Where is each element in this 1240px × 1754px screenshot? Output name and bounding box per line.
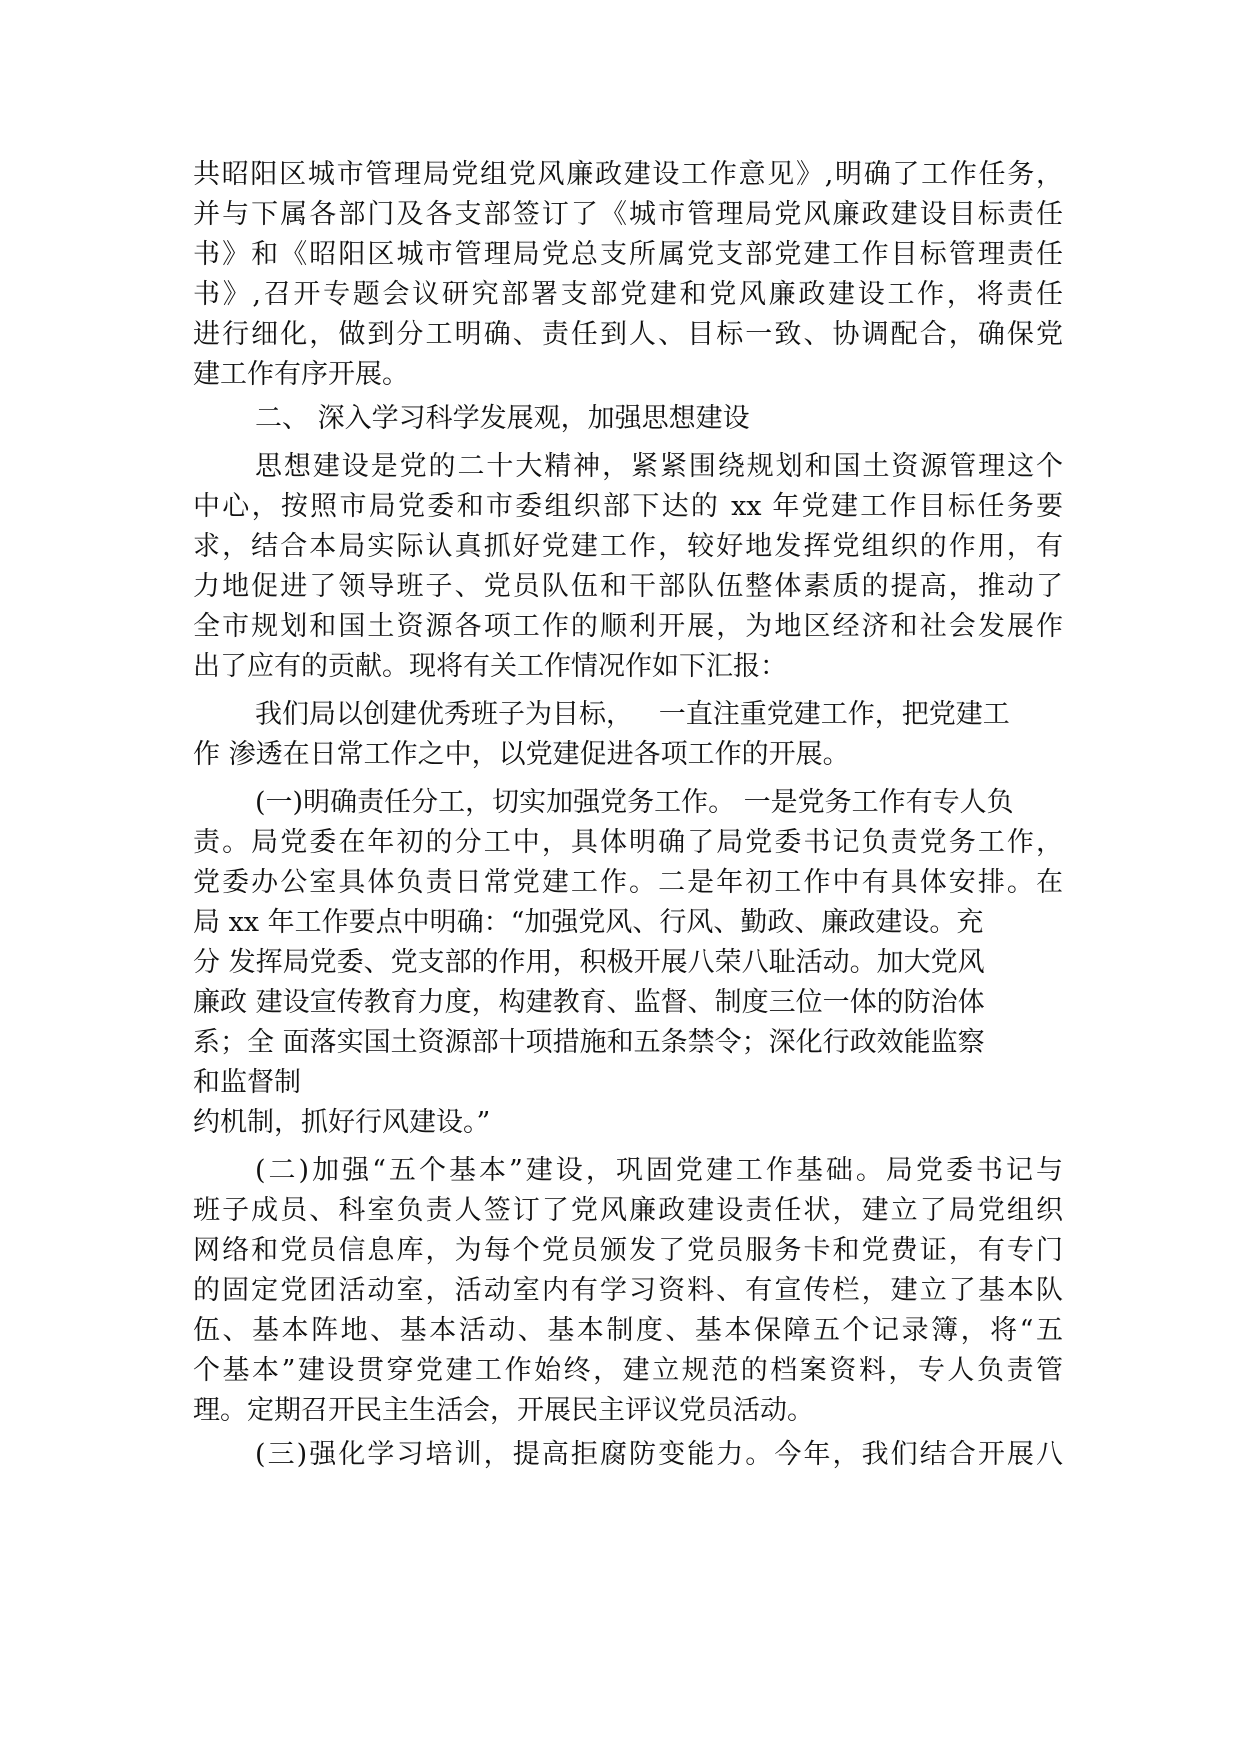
text-line: 网络和党员信息库，为每个党员颁发了党员服务卡和党费证，有专门 [193,1235,1063,1266]
text-line: 我们局以创建优秀班子为目标， 一直注重党建工作，把党建工 [255,699,1010,730]
text-line: 书》,召开专题会议研究部署支部党建和党风廉政建设工作，将责任 [193,279,1063,310]
text-line: 出了应有的贡献。现将有关工作情况作如下汇报： [193,651,787,682]
text-line: 廉政 建设宣传教育力度，构建教育、监督、制度三位一体的防治体 [193,987,985,1018]
text-line: (一)明确责任分工，切实加强党务工作。 一是党务工作有专人负 [255,787,1014,818]
text-line: 分 发挥局党委、党支部的作用，积极开展八荣八耻活动。加大党风 [193,947,985,978]
paragraph-1 [193,155,1063,395]
text-line: 约机制，抓好行风建设。” [193,1107,491,1138]
text-line: 思想建设是党的二十大精神，紧紧围绕规划和国土资源管理这个 [255,451,1063,482]
text-line: 伍、基本阵地、基本活动、基本制度、基本保障五个记录簿，将“五 [193,1315,1063,1346]
text-line: 建工作有序开展。 [193,359,409,390]
heading-text: 二、 深入学习科学发展观，加强思想建设 [255,403,750,434]
text-line: 共昭阳区城市管理局党组党风廉政建设工作意见》,明确了工作任务， [193,159,1063,190]
text-line: 班子成员、科室负责人签订了党风廉政建设责任状，建立了局党组织 [193,1195,1063,1226]
paragraph-5 [193,1151,1063,1431]
text-line: (二)加强“五个基本”建设，巩固党建工作基础。局党委书记与 [255,1155,1063,1186]
text-line: 作 渗透在日常工作之中，以党建促进各项工作的开展。 [193,739,850,770]
text-line: 求，结合本局实际认真抓好党建工作，较好地发挥党组织的作用，有 [193,531,1063,562]
text-line: 并与下属各部门及各支部签订了《城市管理局党风廉政建设目标责任 [193,199,1063,230]
text-line: 书》和《昭阳区城市管理局党总支所属党支部党建工作目标管理责任 [193,239,1063,270]
document-body [193,155,1063,1475]
text-line: 局 xx 年工作要点中明确：“加强党风、行风、勤政、廉政建设。充 [193,907,984,938]
text-line: 力地促进了领导班子、党员队伍和干部队伍整体素质的提高，推动了 [193,571,1063,602]
text-line: 和监督制 [193,1067,301,1098]
text-line: 的固定党团活动室，活动室内有学习资料、有宣传栏，建立了基本队 [193,1275,1063,1306]
text-line: 全市规划和国土资源各项工作的顺利开展，为地区经济和社会发展作 [193,611,1063,642]
text-line: 党委办公室具体负责日常党建工作。二是年初工作中有具体安排。在 [193,867,1063,898]
paragraph-3 [193,695,1063,775]
paragraph-2 [193,447,1063,687]
text-line: 中心，按照市局党委和市委组织部下达的 xx 年党建工作目标任务要 [193,491,1063,522]
text-line: 个基本”建设贯穿党建工作始终，建立规范的档案资料，专人负责管 [193,1355,1063,1386]
paragraph-6 [193,1435,1063,1475]
text-line: (三)强化学习培训，提高拒腐防变能力。今年，我们结合开展八 [255,1439,1063,1470]
text-line: 理。定期召开民主生活会，开展民主评议党员活动。 [193,1395,814,1426]
text-line: 进行细化，做到分工明确、责任到人、目标一致、协调配合，确保党 [193,319,1063,350]
text-line: 责。局党委在年初的分工中，具体明确了局党委书记负责党务工作， [193,827,1063,858]
text-line: 系；全 面落实国土资源部十项措施和五条禁令；深化行政效能监察 [193,1027,985,1058]
paragraph-4 [193,783,1063,1143]
section-heading [193,399,1063,439]
